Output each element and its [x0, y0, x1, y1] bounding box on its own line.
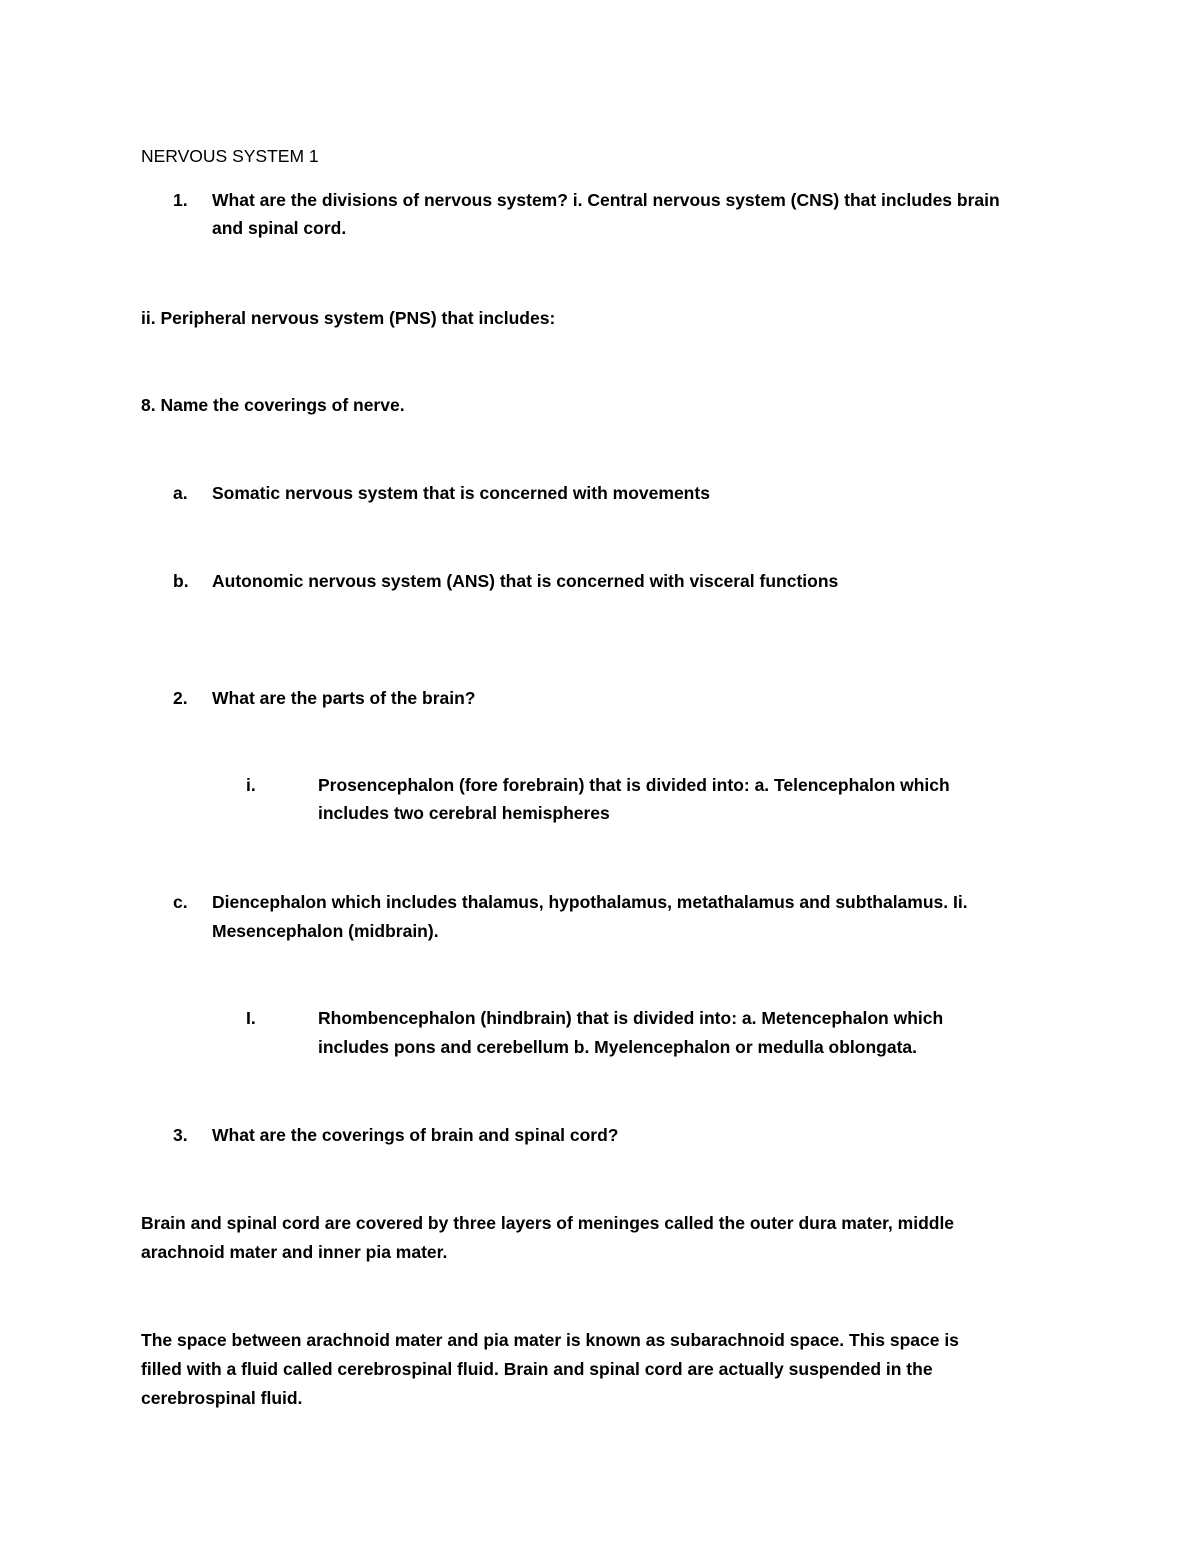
item-a-text: Somatic nervous system that is concerned with movements — [212, 483, 710, 503]
item-c-line-2: Mesencephalon (midbrain). — [212, 921, 439, 941]
q2-text: What are the parts of the brain? — [212, 688, 476, 708]
item-i-marker: i. — [246, 775, 256, 795]
q1-line-1: What are the divisions of nervous system? i. Central nervous system (CNS) that includes brain — [212, 190, 1000, 210]
item-c-line-1: Diencephalon which includes thalamus, hypothalamus, metathalamus and subthalamus. Ii. — [212, 892, 968, 912]
paragraph-2-line-1: The space between arachnoid mater and pia mater is known as subarachnoid space. This space is — [141, 1330, 959, 1350]
item-I-line-1: Rhombencephalon (hindbrain) that is divided into: a. Metencephalon which — [318, 1008, 944, 1028]
q3-text: What are the coverings of brain and spinal cord? — [212, 1125, 619, 1145]
paragraph-1-line-1: Brain and spinal cord are covered by three layers of meninges called the outer dura mater, middle — [141, 1213, 955, 1233]
paragraph-2-line-2: filled with a fluid called cerebrospinal fluid. Brain and spinal cord are actually suspended in the — [141, 1359, 933, 1379]
item-i-line-2: includes two cerebral hemispheres — [318, 803, 610, 823]
paragraph-1-line-2: arachnoid mater and inner pia mater. — [141, 1242, 448, 1262]
q1-subitem-ii: ii. Peripheral nervous system (PNS) that includes: — [141, 308, 556, 328]
q8-heading: 8. Name the coverings of nerve. — [141, 395, 405, 415]
item-i-line-1: Prosencephalon (fore forebrain) that is divided into: a. Telencephalon which — [318, 775, 950, 795]
item-a-marker: a. — [173, 483, 188, 503]
q1-line-2: and spinal cord. — [212, 218, 347, 238]
paragraph-2-line-3: cerebrospinal fluid. — [141, 1388, 303, 1408]
item-c-marker: c. — [173, 892, 188, 912]
item-b-text: Autonomic nervous system (ANS) that is concerned with visceral functions — [212, 571, 839, 591]
q2-number: 2. — [173, 688, 188, 708]
item-I-marker: I. — [246, 1008, 256, 1028]
item-I-line-2: includes pons and cerebellum b. Myelencephalon or medulla oblongata. — [318, 1037, 917, 1057]
document-title: NERVOUS SYSTEM 1 — [141, 146, 319, 166]
item-b-marker: b. — [173, 571, 189, 591]
q1-number: 1. — [173, 190, 188, 210]
q3-number: 3. — [173, 1125, 188, 1145]
